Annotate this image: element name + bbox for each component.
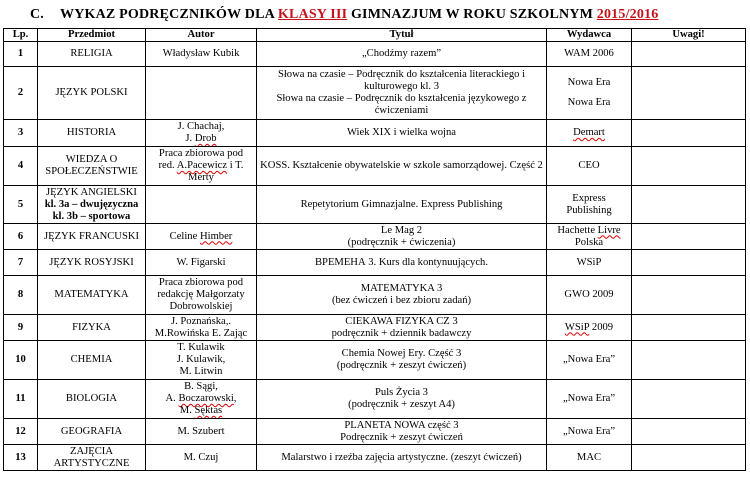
heading-year: 2015/2016 (596, 7, 659, 22)
row-notes (632, 224, 746, 250)
row-title: Malarstwo i rzeźba zajęcia artystyczne. (zeszyt ćwiczeń) (257, 445, 547, 471)
row-subject: BIOLOGIA (38, 380, 146, 419)
header-title: Tytuł (257, 29, 547, 42)
title-line: (bez ćwiczeń i bez zbioru zadań) (331, 295, 472, 306)
row-subject: GEOGRAFIA (38, 419, 146, 445)
row-title (257, 341, 547, 380)
row-subject: JĘZYK POLSKI (38, 67, 146, 120)
table-row (4, 250, 746, 276)
table-row (4, 315, 746, 341)
table-row (4, 147, 746, 186)
row-publisher: CEO (547, 147, 632, 186)
row-subject: JĘZYK ROSYJSKI (38, 250, 146, 276)
row-author (146, 341, 257, 380)
textbook-table (3, 28, 746, 471)
author-text: Himber (199, 230, 233, 242)
row-publisher (547, 315, 632, 341)
title-line: Słowa na czasie – Podręcznik do kształcenia językowego z ćwiczeniami (276, 93, 527, 116)
publisher-line (549, 225, 629, 237)
author-line: J. Kulawik, (176, 354, 226, 365)
author-line: B. Sągi, (184, 381, 218, 392)
row-title: Wiek XIX i wielka wojna (257, 120, 547, 147)
row-title: Repetytorium Gimnazjalne. Express Publishing (257, 186, 547, 224)
title-line: MATEMATYKA 3 (360, 283, 443, 294)
row-lp: 8 (4, 276, 38, 315)
document-heading (30, 7, 730, 27)
row-publisher: MAC (547, 445, 632, 471)
table-row (4, 67, 746, 120)
table-row (4, 276, 746, 315)
row-author (146, 186, 257, 224)
author-line: Merty (188, 172, 214, 183)
row-notes (632, 186, 746, 224)
table-row (4, 120, 746, 147)
row-title (257, 419, 547, 445)
row-title: ВРЕМЕНА 3. Kurs dla kontynuujących. (257, 250, 547, 276)
title-line: Podręcznik + zeszyt ćwiczeń (340, 431, 463, 443)
row-publisher (547, 120, 632, 147)
header-lp: Lp. (4, 29, 38, 42)
row-subject: FIZYKA (38, 315, 146, 341)
row-lp: 12 (4, 419, 38, 445)
title-line: Le Mag 2 (380, 224, 423, 236)
heading-class: KLASY III (277, 7, 348, 22)
row-notes (632, 147, 746, 186)
author-text: M. (179, 405, 195, 416)
row-title (257, 67, 547, 120)
header-publisher: Wydawca (547, 29, 632, 42)
row-lp: 9 (4, 315, 38, 341)
row-subject: WIEDZA O SPOŁECZEŃSTWIE (38, 147, 146, 186)
row-lp: 10 (4, 341, 38, 380)
title-line: (podręcznik + zeszyt A4) (348, 399, 455, 410)
row-publisher: „Nowa Era” (547, 419, 632, 445)
author-line (148, 160, 254, 172)
table-row (4, 186, 746, 224)
author-line (148, 133, 254, 145)
row-notes (632, 445, 746, 471)
table-row (4, 445, 746, 471)
row-title: „Chodźmy razem” (257, 42, 547, 67)
title-line: podręcznik + dziennik badawczy (331, 327, 472, 339)
author-text: i T. (227, 160, 244, 171)
row-notes (632, 315, 746, 341)
header-author: Autor (146, 29, 257, 42)
author-text: , (233, 393, 237, 404)
author-line (148, 405, 254, 417)
row-subject (38, 186, 146, 224)
row-subject: RELIGIA (38, 42, 146, 67)
row-subject: JĘZYK FRANCUSKI (38, 224, 146, 250)
row-notes (632, 42, 746, 67)
row-author: M. Czuj (146, 445, 257, 471)
row-author (146, 67, 257, 120)
row-publisher: GWO 2009 (547, 276, 632, 315)
row-title (257, 315, 547, 341)
row-notes (632, 250, 746, 276)
row-publisher: WAM 2006 (547, 42, 632, 67)
title-line: PLANETA NOWA część 3 (344, 419, 459, 431)
author-text: A.Pacewicz (176, 160, 228, 171)
title-line: (podręcznik + ćwiczenia) (347, 236, 456, 248)
author-line: J. Poznańska,. (170, 315, 232, 327)
author-line: Dobrowolskiej (169, 301, 233, 312)
publisher-text: Demart (573, 127, 605, 138)
title-line: (podręcznik + zeszyt ćwiczeń) (336, 360, 467, 371)
row-author (146, 276, 257, 315)
author-text: Boczarowski (178, 393, 234, 404)
row-author (146, 224, 257, 250)
title-line: Puls Życia 3 (375, 387, 428, 398)
row-title (257, 276, 547, 315)
row-publisher: WSiP (547, 250, 632, 276)
row-author (146, 147, 257, 186)
row-notes (632, 276, 746, 315)
row-notes (632, 120, 746, 147)
author-line: Praca zbiorowa pod (158, 277, 244, 288)
table-row (4, 224, 746, 250)
publisher-text: Livre (597, 224, 621, 236)
subject-line: kl. 3b – sportowa (52, 210, 131, 222)
row-publisher (547, 67, 632, 120)
subject-line: ZAJĘCIA (70, 445, 113, 457)
row-title (257, 224, 547, 250)
row-lp: 13 (4, 445, 38, 471)
heading-middle: GIMNAZJUM W ROKU SZKOLNYM (350, 7, 594, 22)
row-lp: 1 (4, 42, 38, 67)
author-text: J. (185, 133, 195, 144)
row-subject: CHEMIA (38, 341, 146, 380)
row-publisher: „Nowa Era” (547, 341, 632, 380)
author-line (148, 393, 254, 405)
header-subject: Przedmiot (38, 29, 146, 42)
table-row (4, 341, 746, 380)
heading-main: WYKAZ PODRĘCZNIKÓW DLA (60, 7, 275, 22)
subject-line: ARTYSTYCZNE (53, 457, 130, 469)
header-notes: Uwagi! (632, 29, 746, 42)
publisher-line: Polska (574, 236, 604, 248)
row-author (146, 120, 257, 147)
author-text: Celine (169, 230, 200, 242)
author-line: J. Chachaj, (177, 121, 225, 132)
row-lp: 3 (4, 120, 38, 147)
row-subject (38, 445, 146, 471)
row-publisher: Express Publishing (547, 186, 632, 224)
row-subject: HISTORIA (38, 120, 146, 147)
row-notes (632, 67, 746, 120)
row-author: W. Figarski (146, 250, 257, 276)
row-lp: 5 (4, 186, 38, 224)
table-header-row (4, 29, 746, 42)
row-author: Władysław Kubik (146, 42, 257, 67)
row-publisher: „Nowa Era” (547, 380, 632, 419)
row-lp: 7 (4, 250, 38, 276)
author-line: Praca zbiorowa pod (158, 148, 244, 159)
title-line: CIEKAWA FIZYKA CZ 3 (345, 315, 458, 327)
author-text: A. (165, 393, 179, 404)
row-lp: 6 (4, 224, 38, 250)
row-lp: 4 (4, 147, 38, 186)
row-title: KOSS. Kształcenie obywatelskie w szkole samorządowej. Część 2 (257, 147, 547, 186)
row-author (146, 380, 257, 419)
row-title (257, 380, 547, 419)
title-line: Słowa na czasie – Podręcznik do kształcenia literackiego i kulturowego kl. 3 (277, 69, 526, 92)
publisher-text: WSiP (564, 321, 590, 333)
author-line: M.Rowińska E. Zając (154, 327, 248, 339)
author-text: Drob (194, 133, 217, 144)
section-letter: C. (30, 7, 45, 22)
table-row (4, 42, 746, 67)
author-line: T. Kulawik (177, 342, 225, 353)
author-line: redakcję Małgorzaty (157, 289, 245, 300)
subject-line: JĘZYK ANGIELSKI (46, 186, 137, 198)
row-notes (632, 419, 746, 445)
publisher-line: Nowa Era (567, 97, 611, 108)
table-row (4, 419, 746, 445)
table-row (4, 380, 746, 419)
author-text: red. (158, 160, 177, 171)
publisher-line: Nowa Era (567, 77, 611, 88)
author-line: M. Litwin (179, 366, 223, 377)
row-author: M. Szubert (146, 419, 257, 445)
title-line: Chemia Nowej Ery. Część 3 (341, 348, 462, 359)
row-publisher (547, 224, 632, 250)
publisher-text: 2009 (589, 321, 614, 333)
row-notes (632, 341, 746, 380)
subject-line: kl. 3a – dwujęzyczna (44, 198, 139, 210)
row-notes (632, 380, 746, 419)
publisher-text: Hachette (557, 224, 598, 236)
row-lp: 11 (4, 380, 38, 419)
row-subject: MATEMATYKA (38, 276, 146, 315)
row-lp: 2 (4, 67, 38, 120)
author-text: Sęktas (194, 405, 223, 416)
row-author (146, 315, 257, 341)
